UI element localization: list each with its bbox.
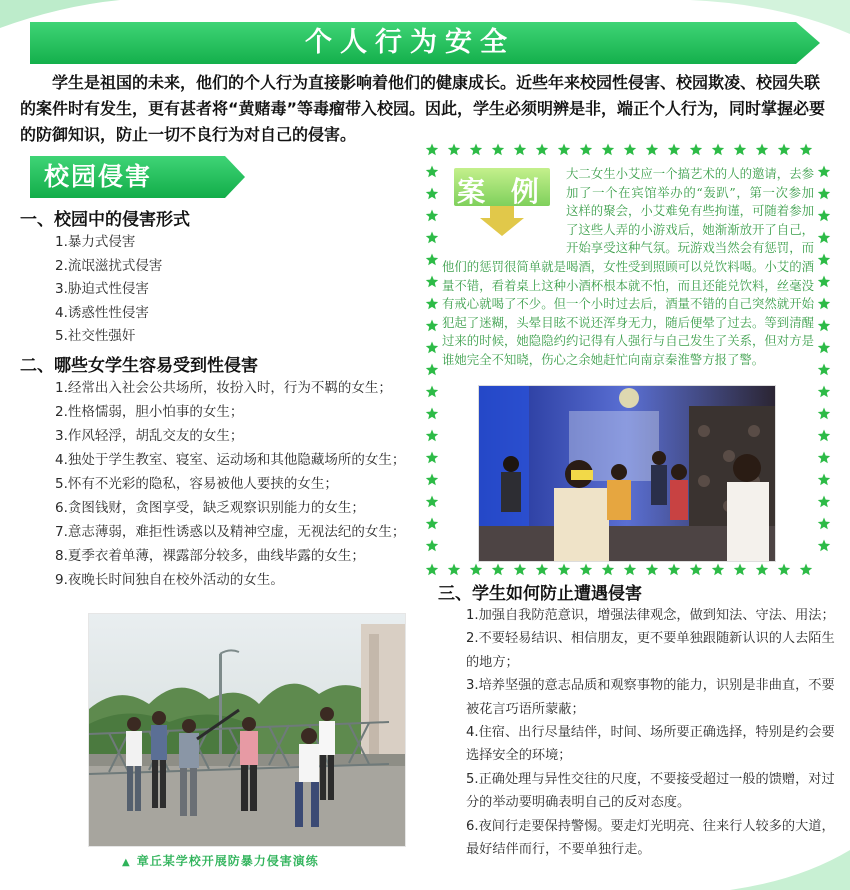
list-item: 4.独处于学生教室、寝室、运动场和其他隐藏场所的女生； xyxy=(55,452,406,468)
list-item: 1.暴力式侵害 xyxy=(55,234,136,250)
drill-photo-illustration xyxy=(89,614,405,846)
star-icon xyxy=(756,564,768,576)
list-item: 6.夜间行走要保持警惕。要走灯光明亮、往来行人较多的大道，最好结伴而行，不要单独行走。 xyxy=(466,818,835,858)
star-icon xyxy=(426,320,438,332)
star-icon xyxy=(558,144,570,156)
list-item: 1.经常出入社会公共场所，妆扮入时，行为不羁的女生； xyxy=(55,380,392,396)
list-item: 2.不要轻易结识、相信朋友，更不要单独跟随新认识的人去陌生的地方； xyxy=(466,631,835,670)
star-icon xyxy=(602,144,614,156)
photo-caption xyxy=(122,852,319,869)
star-icon xyxy=(426,496,438,508)
list-item: 6.贪图钱财，贪图享受，缺乏观察识别能力的女生； xyxy=(55,500,365,516)
star-icon xyxy=(536,564,548,576)
party-photo-illustration xyxy=(479,386,775,561)
star-icon xyxy=(624,564,636,576)
section-tab xyxy=(30,156,245,198)
star-icon xyxy=(818,364,830,376)
case-text-block xyxy=(442,165,814,370)
star-icon xyxy=(426,342,438,354)
prevent-list xyxy=(466,604,836,861)
star-icon xyxy=(426,188,438,200)
star-icon xyxy=(734,144,746,156)
star-icon xyxy=(536,144,548,156)
list-item: 3.胁迫式性侵害 xyxy=(55,281,149,298)
list-item: 7.意志薄弱，难拒性诱惑以及精神空虚，无视法纪的女生； xyxy=(55,524,406,540)
star-icon xyxy=(800,564,812,576)
list-item: 3.培养坚强的意志品质和观察事物的能力，识别是非曲直，不要被花言巧语所蒙蔽； xyxy=(466,678,835,717)
star-icon xyxy=(426,210,438,222)
star-icon xyxy=(448,564,460,576)
forms-heading: 一、校园中的侵害形式 xyxy=(20,210,190,230)
star-icon xyxy=(580,564,592,576)
star-icon xyxy=(426,144,438,156)
list-item: 9.夜晚长时间独自在校外活动的女生。 xyxy=(55,572,284,588)
case-tag-label: 案 例 xyxy=(457,175,547,208)
star-icon xyxy=(818,232,830,244)
star-icon xyxy=(426,276,438,288)
list-item: 2.流氓滋扰式侵害 xyxy=(55,257,163,274)
star-icon xyxy=(712,144,724,156)
star-icon xyxy=(818,210,830,222)
star-icon xyxy=(778,144,790,156)
list-item: 4.住宿、出行尽量结伴，时间、场所要正确选择，特别是约会要选择安全的环境； xyxy=(466,725,835,764)
star-icon xyxy=(690,564,702,576)
star-icon xyxy=(818,276,830,288)
photo-caption-text: 章丘某学校开展防暴力侵害演练 xyxy=(136,854,319,868)
star-icon xyxy=(818,496,830,508)
star-icon xyxy=(712,564,724,576)
case-text: 大二女生小艾应一个搞艺术的人的邀请，去参加了一个在宾馆举办的“轰趴”，第一次参加这样的聚会，小艾难免有些拘谨，可随着参加了这些人弄的小游戏后，她渐渐放开了自己，开始享受这种气氛。玩游戏当然会有惩罚，而他们的惩罚很简单就是喝酒，女性受到照顾可以兑饮料喝。小艾的酒量不错，看着桌上这种小酒杯根本就不怕，而且还能兑饮料，丝毫没有戒心就喝了不少。但一个小时过去后，酒量不错的自己突然就开始犯起了迷糊，头晕目眩不说还浑身无力，随后便晕了过去。等到清醒过来的时候，她隐隐约约记得有人强行与自己发生了关系，但对方是谁她完全不知晓，伤心之余她赶忙向南京秦淮警方报了警。 xyxy=(442,166,814,367)
star-icon xyxy=(818,254,830,266)
star-icon xyxy=(734,564,746,576)
star-icon xyxy=(818,452,830,464)
star-icon xyxy=(624,144,636,156)
star-icon xyxy=(818,188,830,200)
star-icon xyxy=(818,342,830,354)
star-icon xyxy=(818,298,830,310)
star-icon xyxy=(558,564,570,576)
star-icon xyxy=(818,166,830,178)
section-title: 校园侵害 xyxy=(44,162,153,191)
star-icon xyxy=(602,564,614,576)
star-icon xyxy=(646,144,658,156)
star-icon xyxy=(426,166,438,178)
star-icon xyxy=(426,364,438,376)
list-item: 5.怀有不光彩的隐私，容易被他人要挟的女生； xyxy=(55,476,338,492)
star-icon xyxy=(426,564,438,576)
star-icon xyxy=(470,144,482,156)
star-icon xyxy=(448,144,460,156)
star-icon xyxy=(426,430,438,442)
list-item: 5.正确处理与异性交往的尺度，不要接受超过一般的馈赠，对过分的举动要明确表明自己的反对态度。 xyxy=(466,771,835,811)
intro-paragraph: 学生是祖国的未来，他们的个人行为直接影响着他们的健康成长。近些年来校园性侵害、校园欺凌、校园失联的案件时有发生，更有甚者将“黄赌毒”等毒瘤带入校园。因此，学生必须明辨是非，端正个人行为，同时掌握必要的防御知识，防止一切不良行为对自己的侵害。 xyxy=(20,73,826,144)
star-icon xyxy=(426,232,438,244)
star-icon xyxy=(646,564,658,576)
forms-list xyxy=(55,231,162,349)
star-icon xyxy=(426,452,438,464)
star-icon xyxy=(818,320,830,332)
star-icon xyxy=(426,408,438,420)
page-title: 个人行为安全 xyxy=(305,27,515,58)
star-icon xyxy=(426,298,438,310)
prevent-heading: 三、学生如何防止遭遇侵害 xyxy=(438,584,642,604)
title-banner xyxy=(30,22,820,64)
star-icon xyxy=(426,386,438,398)
vulnerable-heading: 二、哪些女学生容易受到性侵害 xyxy=(20,356,258,376)
star-icon xyxy=(668,564,680,576)
star-icon xyxy=(818,430,830,442)
star-icon xyxy=(818,408,830,420)
party-photo xyxy=(478,385,776,562)
star-icon xyxy=(818,474,830,486)
list-item: 3.作风轻浮，胡乱交友的女生； xyxy=(55,428,244,444)
star-icon xyxy=(492,144,504,156)
star-icon xyxy=(756,144,768,156)
star-icon xyxy=(690,144,702,156)
list-item: 4.诱惑性性侵害 xyxy=(55,304,149,321)
star-icon xyxy=(818,518,830,530)
star-icon xyxy=(426,540,438,552)
list-item: 2.性格懦弱，胆小怕事的女生； xyxy=(55,404,244,420)
star-icon xyxy=(580,144,592,156)
list-item: 8.夏季衣着单薄，裸露部分较多，曲线毕露的女生； xyxy=(55,548,365,564)
star-icon xyxy=(426,254,438,266)
star-icon xyxy=(514,564,526,576)
star-icon xyxy=(426,518,438,530)
vulnerable-list xyxy=(55,376,405,592)
star-icon xyxy=(668,144,680,156)
star-icon xyxy=(818,386,830,398)
drill-photo xyxy=(88,613,406,847)
list-item: 1.加强自我防范意识，增强法律观念，做到知法、守法、用法； xyxy=(466,608,835,623)
star-icon xyxy=(426,474,438,486)
star-icon xyxy=(778,564,790,576)
star-icon xyxy=(514,144,526,156)
triangle-up-icon: ▲ xyxy=(122,857,131,868)
star-icon xyxy=(818,540,830,552)
star-icon xyxy=(492,564,504,576)
star-icon xyxy=(470,564,482,576)
list-item: 5.社交性强奸 xyxy=(55,328,136,345)
star-icon xyxy=(800,144,812,156)
